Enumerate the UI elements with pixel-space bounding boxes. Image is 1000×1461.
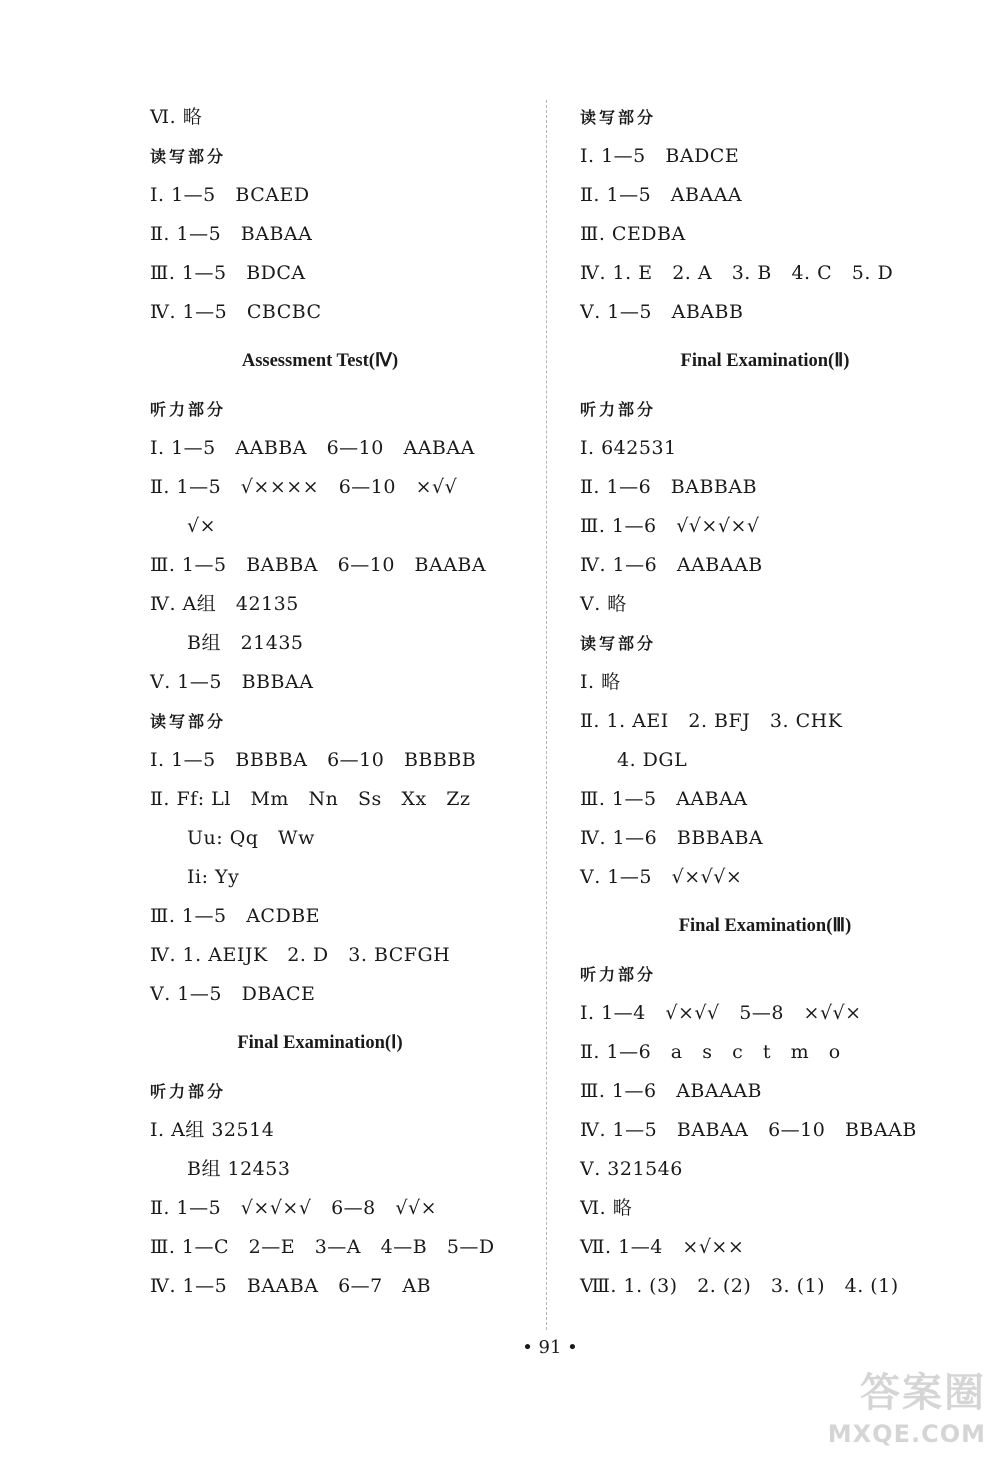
answer-line: Ⅲ. 1—5 AABAA (580, 788, 748, 810)
watermark-bottom-text: MXQE.COM (827, 1420, 986, 1448)
answer-line: Ⅰ. 1—5 BADCE (580, 145, 740, 167)
answer-line: Ⅲ. 1—6 √√×√×√ (580, 515, 760, 537)
answer-line: Ⅴ. 略 (580, 593, 627, 615)
answer-line: B组 21435 (187, 632, 304, 654)
answer-line: Ⅵ. 略 (580, 1197, 633, 1219)
answer-line: Ⅳ. 1—5 BAABA 6—7 AB (150, 1275, 432, 1297)
exam-title: Final Examination(Ⅱ) (680, 351, 850, 371)
exam-title: Final Examination(Ⅲ) (678, 916, 852, 936)
answer-line: Ⅲ. 1—5 BABBA 6—10 BAABA (150, 554, 487, 576)
answer-line: Ⅲ. 1—5 ACDBE (150, 905, 321, 927)
section-heading: 读写部分 (150, 147, 227, 166)
answer-line: Ⅱ. 1—5 ABAAA (580, 184, 743, 206)
answer-line: Ⅰ. 1—5 BCAED (150, 184, 310, 206)
section-heading: 读写部分 (150, 712, 227, 731)
answer-line: Ⅲ. 1—5 BDCA (150, 262, 306, 284)
watermark-logo (796, 1367, 986, 1457)
section-heading: 读写部分 (580, 634, 657, 653)
answer-line: Ⅳ. 1—6 BBBABA (580, 827, 764, 849)
answer-line: Ⅲ. CEDBA (580, 223, 686, 245)
answer-line: Ⅴ. 1—5 √×√√× (580, 866, 743, 888)
answer-line: √× (187, 515, 217, 537)
page-number: • 91 • (522, 1337, 578, 1358)
answer-line: Ⅱ. Ff: Ll Mm Nn Ss Xx Zz (150, 788, 471, 810)
answer-line: Ⅶ. 1—4 ×√×× (580, 1236, 745, 1258)
answer-line: Uu: Qq Ww (187, 827, 315, 849)
answer-line: Ⅲ. 1—6 ABAAAB (580, 1080, 763, 1102)
section-heading: 听力部分 (580, 965, 657, 984)
left-column (150, 98, 530, 1306)
answer-line: Ⅱ. 1—5 √×√×√ 6—8 √√× (150, 1197, 437, 1219)
answer-line: Ⅰ. 略 (580, 671, 621, 693)
answer-line: Ⅱ. 1—5 √×××× 6—10 ×√√ (150, 476, 458, 498)
exam-title: Final Examination(Ⅰ) (237, 1033, 403, 1053)
watermark-top-text: 答案圈 (860, 1370, 986, 1416)
section-heading: 听力部分 (580, 400, 657, 419)
answer-line: Ⅰ. 1—5 AABBA 6—10 AABAA (150, 437, 475, 459)
answer-line: Ⅳ. 1—5 CBCBC (150, 301, 322, 323)
section-heading: 读写部分 (580, 108, 657, 127)
answer-line: Ⅲ. 1—C 2—E 3—A 4—B 5—D (150, 1236, 495, 1258)
answer-line: 4. DGL (617, 749, 688, 771)
answer-line: Ⅱ. 1—6 a s c t m o (580, 1041, 841, 1063)
answer-line: Ⅳ. 1. AEIJK 2. D 3. BCFGH (150, 944, 451, 966)
answer-line: Ⅱ. 1. AEI 2. BFJ 3. CHK (580, 710, 843, 732)
answer-line: Ⅷ. 1. (3) 2. (2) 3. (1) 4. (1) (580, 1275, 899, 1297)
column-divider (546, 100, 547, 1330)
answer-line: Ⅴ. 1—5 ABABB (580, 301, 744, 323)
answer-line: Ii: Yy (187, 866, 240, 888)
section-heading: 听力部分 (150, 1082, 227, 1101)
exam-title: Assessment Test(Ⅳ) (241, 351, 399, 371)
right-column (580, 98, 980, 1306)
answer-line: Ⅵ. 略 (150, 106, 203, 128)
answer-line: Ⅰ. 1—4 √×√√ 5—8 ×√√× (580, 1002, 862, 1024)
answer-line: Ⅳ. 1. E 2. A 3. B 4. C 5. D (580, 262, 894, 284)
answer-line: Ⅴ. 1—5 DBACE (150, 983, 316, 1005)
section-heading: 听力部分 (150, 400, 227, 419)
answer-line: Ⅰ. A组 32514 (150, 1119, 275, 1141)
answer-line: B组 12453 (187, 1158, 291, 1180)
answer-line: Ⅱ. 1—6 BABBAB (580, 476, 758, 498)
answer-line: Ⅳ. A组 42135 (150, 593, 299, 615)
answer-line: Ⅱ. 1—5 BABAA (150, 223, 313, 245)
answer-line: Ⅳ. 1—6 AABAAB (580, 554, 763, 576)
answer-line: Ⅴ. 1—5 BBBAA (150, 671, 314, 693)
answer-line: Ⅳ. 1—5 BABAA 6—10 BBAAB (580, 1119, 917, 1141)
answer-line: Ⅰ. 642531 (580, 437, 677, 459)
answer-line: Ⅰ. 1—5 BBBBA 6—10 BBBBB (150, 749, 477, 771)
answer-line: Ⅴ. 321546 (580, 1158, 683, 1180)
